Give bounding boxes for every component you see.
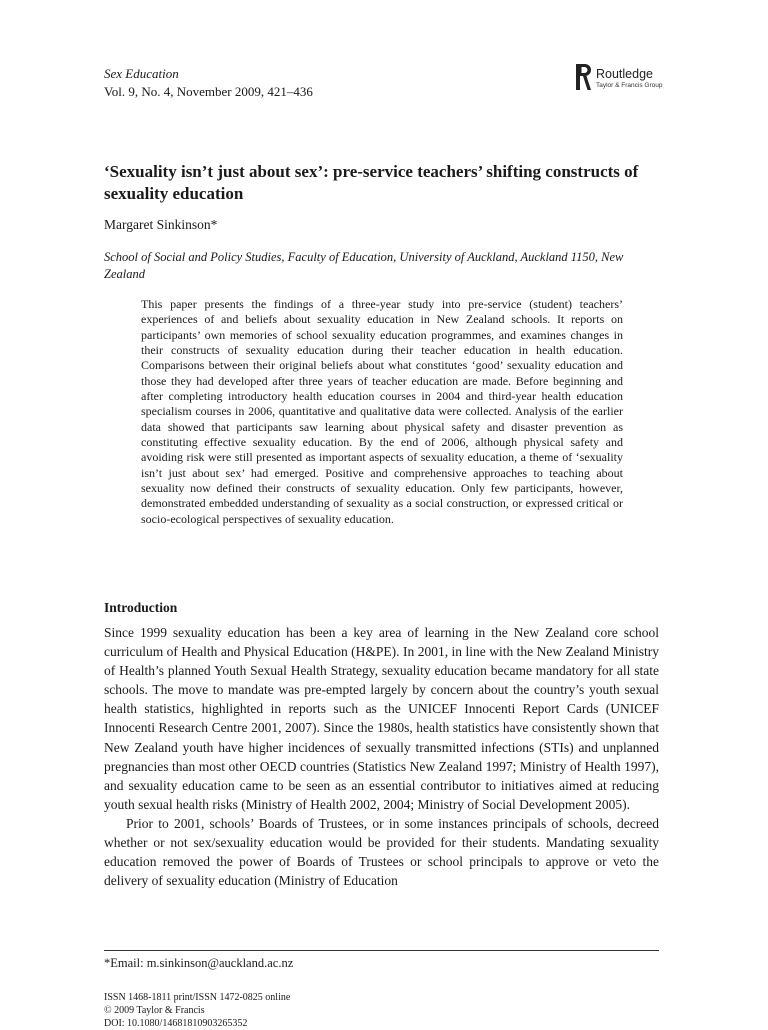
abstract: This paper presents the findings of a three-year study into pre-service (student) teachers’ experiences of and beliefs about sexuality education in New Zealand schools. It reports on participants’ own memories of school sexuality education programmes, and examines changes in their constructs of sexuality education during their teacher education in health education. Comparisons between their original beliefs about what constitutes ‘good’ sexuality education and those they had developed after three years of teacher education are made. Before beginning and after completing introductory health education courses in 2004 and third-year health education specialism courses in 2006, quantitative and qualitative data were collected. Analysis of the earlier data showed that participants saw learning about physical safety and disaster prevention as constituting effective sexuality education. By the end of 2006, although physical safety and avoiding risk were still presented as important aspects of sexuality education, a theme of ‘sexuality isn’t just about sex’ had emerged. Positive and comprehensive approaches to teaching about sexuality now defined their constructs of sexuality education. Only few participants, however, demonstrated embedded understanding of sexuality as a social construction, or expressed critical or socio-ecological perspectives of sexuality education. [141,297,623,526]
publisher-logo [576,62,666,96]
copyright-line: © 2009 Taylor & Francis [104,1005,205,1016]
doi-line: DOI: 10.1080/14681810903265352 [104,1018,248,1029]
article-title: ‘Sexuality isn’t just about sex’: pre-service teachers’ shifting constructs of sexuality education [104,162,639,203]
author-affiliation: School of Social and Policy Studies, Faculty of Education, University of Auckland, Auckland 1150, New Zealand [104,250,624,281]
author-email-footnote: *Email: m.sinkinson@auckland.ac.nz [104,956,294,970]
footnote-divider [104,950,659,951]
journal-name: Sex Education [104,66,179,81]
publisher-name: Routledge [596,67,653,81]
introduction-paragraph: Since 1999 sexuality education has been a key area of learning in the New Zealand core school curriculum of Health and Physical Education (H&PE). In 2001, in line with the New Zealand Ministry of Health’s planned Youth Sexual Health Strategy, sexuality education became mandatory for all state schools. The move to mandate was pre-empted largely by concern about the country’s youth sexual health statistics, highlighted in reports such as the UNICEF Innocenti Report Cards (UNICEF Innocenti Research Centre 2001, 2007). Since the 1980s, health statistics have consistently shown that New Zealand youth have higher incidences of sexually transmitted infections (STIs) and unplanned pregnancies than most other OECD countries (Statistics New Zealand 1997; Ministry of Health 1997), and sexuality education came to be seen as an essential contributor to initiatives aimed at reducing youth sexual health risks (Ministry of Health 2002, 2004; Ministry of Social Development 2005). [104,625,659,812]
routledge-r-icon [576,64,592,90]
introduction-body [104,623,659,890]
section-heading-introduction: Introduction [104,600,178,615]
publisher-group: Taylor & Francis Group [596,82,663,89]
article-author: Margaret Sinkinson* [104,217,218,232]
journal-volume-info: Vol. 9, No. 4, November 2009, 421–436 [104,84,313,99]
introduction-paragraph: Prior to 2001, schools’ Boards of Trustees, or in some instances principals of schools, decreed whether or not sex/sexuality education would be provided for their students. Mandating sexuality education removed the power of Boards of Trustees or school principals to approve or veto the delivery of sexuality education (Ministry of Education [104,815,659,889]
issn-line: ISSN 1468-1811 print/ISSN 1472-0825 online [104,992,291,1003]
